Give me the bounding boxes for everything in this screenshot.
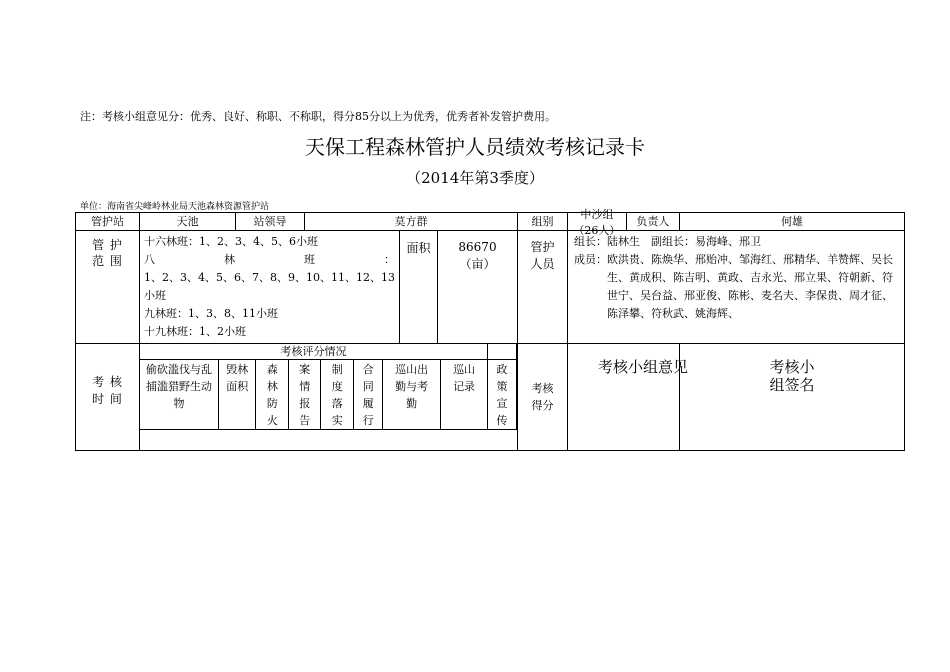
criterion-9: 政策宣传 (488, 360, 517, 430)
criteria-cell (140, 344, 518, 451)
criteria-title-spacer (488, 344, 517, 360)
criterion-1: 偷砍滥伐与乱捕滥猎野生动物 (140, 360, 219, 430)
criterion-8: 巡山记录 (441, 360, 488, 430)
leader-label: 站领导 (236, 213, 305, 231)
staff-label-line1: 管护 (530, 240, 555, 254)
score-label-line2: 得分 (531, 399, 554, 412)
staff-list (568, 231, 905, 344)
criterion-5: 制度落实 (321, 360, 354, 430)
criterion-3: 森林防火 (256, 360, 289, 430)
sign-cell (680, 344, 905, 451)
group-value: 中沙组（26人） (573, 207, 621, 237)
sign-label-line1: 考核小 (769, 358, 815, 376)
scope-line-1: 十六林班：1、2、3、4、5、6小班 (144, 235, 318, 248)
station-label: 管护站 (76, 213, 140, 231)
scope-range (140, 231, 400, 344)
scope-line-4: 九林班：1、3、8、11小班 (144, 307, 278, 320)
area-label: 面积 (400, 231, 438, 344)
criterion-7: 巡山出勤与考勤 (383, 360, 441, 430)
unit-line: 单位：海南省尖峰岭林业局天池森林资源管护站 (80, 202, 270, 212)
staff-label-line2: 人员 (530, 257, 555, 271)
scope-label-line2: 范 围 (92, 254, 123, 268)
members-names: 欧洪贵、陈焕华、邢贻冲、邹海红、邢精华、羊赞辉、吴长生、黄成积、陈吉明、黄政、吉永光、邢立果、符朝新、符世宁、吴台益、邢亚俊、陈彬、麦名夫、李保贵、周才征、陈泽攀、符秋武、姚海辉、 (607, 253, 894, 320)
members-label: 成员： (574, 253, 608, 266)
scope-line-3: 1、2、3、4、5、6、7、8、9、10、11、12、13小班 (144, 271, 395, 302)
person-label: 负责人 (626, 213, 679, 230)
score-label (518, 344, 568, 451)
scope-label-line1: 管 护 (92, 238, 123, 252)
staff-label (518, 231, 568, 344)
criteria-table (140, 344, 517, 430)
page-subtitle: （2014年第3季度） (406, 169, 544, 187)
time-label-line1: 考 核 (92, 375, 123, 389)
assessment-time-label (76, 344, 140, 451)
group-cell (568, 207, 680, 237)
sign-label-line2: 组签名 (769, 376, 815, 394)
assessment-row (76, 344, 905, 451)
leader-value: 莫方群 (305, 213, 518, 231)
page-title: 天保工程森林管护人员绩效考核记录卡 (305, 135, 645, 159)
area-value: 86670 (458, 240, 497, 254)
score-label-line1: 考核 (531, 382, 554, 395)
time-label-line2: 时 间 (92, 392, 123, 406)
staff-leaders: 组长：陆林生 副组长：易海峰、邢卫 (574, 235, 762, 248)
opinion-label: 考核小组意见 (598, 358, 689, 376)
criterion-2: 毁林面积 (219, 360, 256, 430)
criteria-title: 考核评分情况 (140, 344, 488, 360)
staff-members (574, 251, 898, 323)
criterion-4: 案情报告 (289, 360, 321, 430)
scope-line-5: 十九林班：1、2小班 (144, 325, 246, 338)
scope-line-2: 八 林 班 ： (144, 253, 395, 266)
area-cell (438, 231, 518, 344)
group-label: 组别 (518, 213, 568, 231)
opinion-cell (568, 344, 689, 451)
footnote: 注：考核小组意见分：优秀、良好、称职、不称职，得分85分以上为优秀，优秀者补发管护费用。 (80, 110, 556, 123)
station-value: 天池 (140, 213, 236, 231)
criterion-6: 合同履行 (354, 360, 383, 430)
header-row (76, 213, 905, 231)
person-value: 何雄 (680, 213, 905, 231)
scope-label (76, 231, 140, 344)
scope-row (76, 231, 905, 344)
area-unit: （亩） (459, 257, 496, 271)
